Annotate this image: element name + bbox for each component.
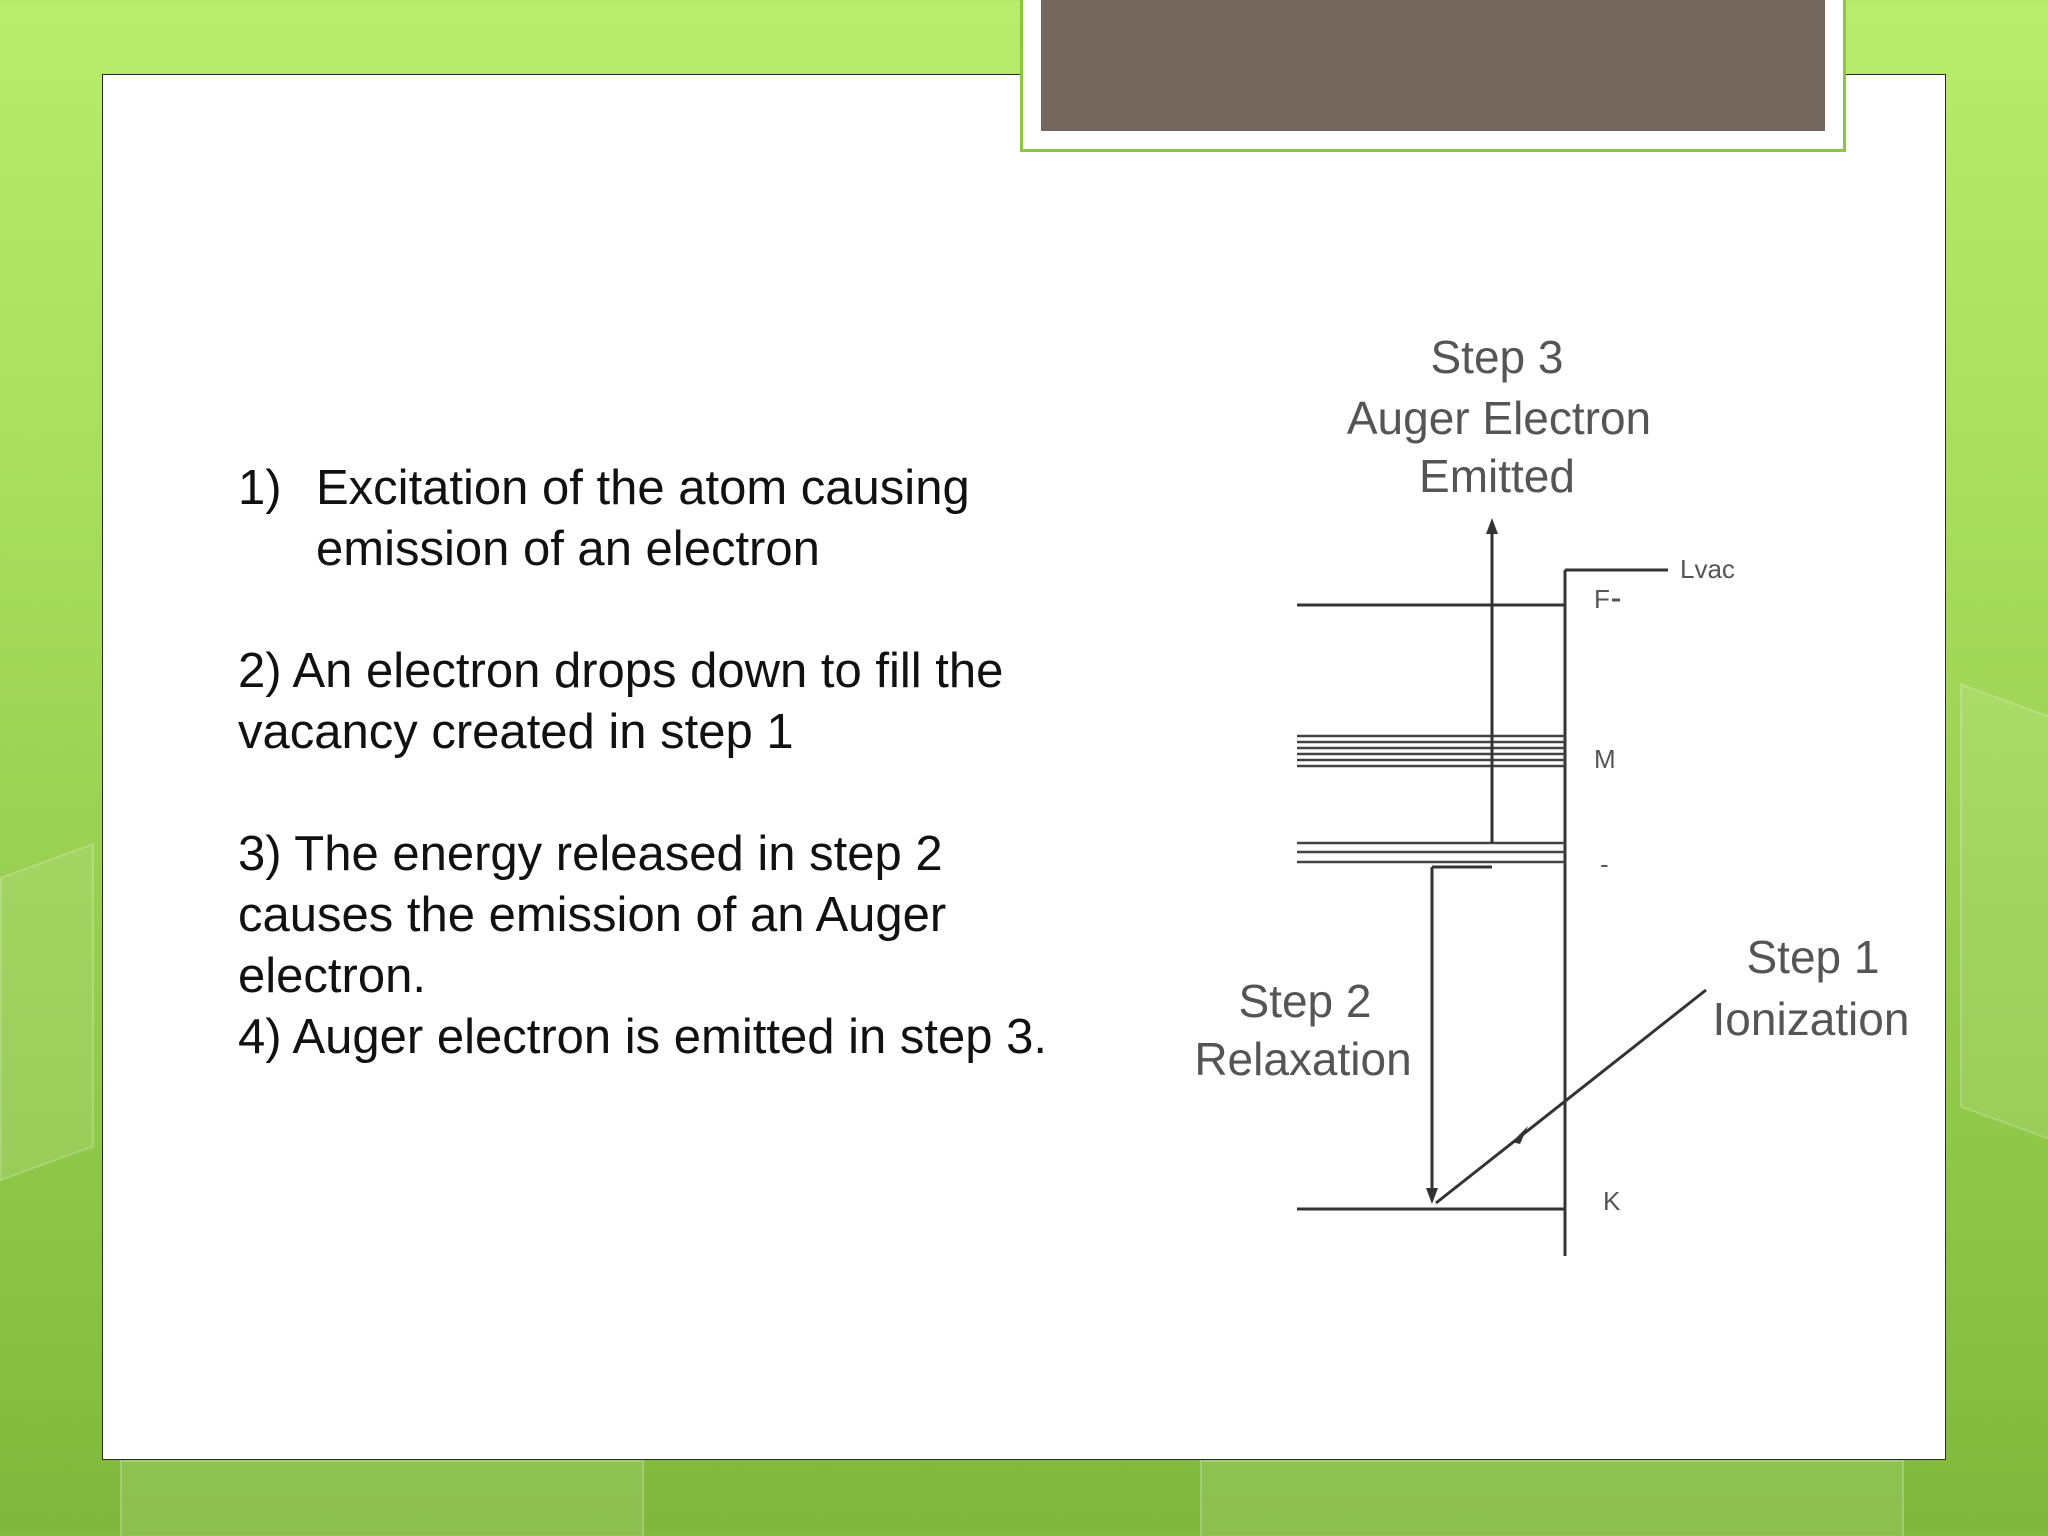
step2-label-line2: Relaxation <box>1194 1033 1412 1085</box>
l-shell-lines <box>1297 843 1565 862</box>
m-shell-label: M <box>1594 744 1616 774</box>
step3-label-line3: Emitted <box>1419 450 1575 502</box>
point-1-number: 1) <box>238 461 282 515</box>
m-shell-band <box>1297 736 1565 766</box>
point-4: 4) Auger electron is emitted in step 3. <box>238 1010 1047 1064</box>
ionization-arrowhead <box>1512 1126 1528 1144</box>
step1-label-line1: Step 1 <box>1746 931 1880 983</box>
point-1-text: Excitation of the atom causing emission of an electron <box>316 461 970 576</box>
step2-label-line1: Step 2 <box>1238 975 1372 1027</box>
point-2: 2) An electron drops down to fill the vacancy created in step 1 <box>238 644 1004 759</box>
fermi-level-label: F <box>1594 584 1610 614</box>
l-shell-label: - <box>1600 849 1609 879</box>
step3-label-line2: Auger Electron <box>1346 392 1652 444</box>
point-3: 3) The energy released in step 2 causes the emission of an Auger electron. <box>238 827 947 1003</box>
ionization-arrow <box>1436 990 1706 1203</box>
vacuum-level-label: Lvac <box>1680 554 1735 584</box>
auger-emission-arrowhead <box>1486 518 1498 534</box>
k-shell-label: K <box>1603 1186 1621 1216</box>
step1-label-line2: Ionization <box>1712 993 1910 1045</box>
step3-label-line1: Step 3 <box>1430 331 1564 383</box>
